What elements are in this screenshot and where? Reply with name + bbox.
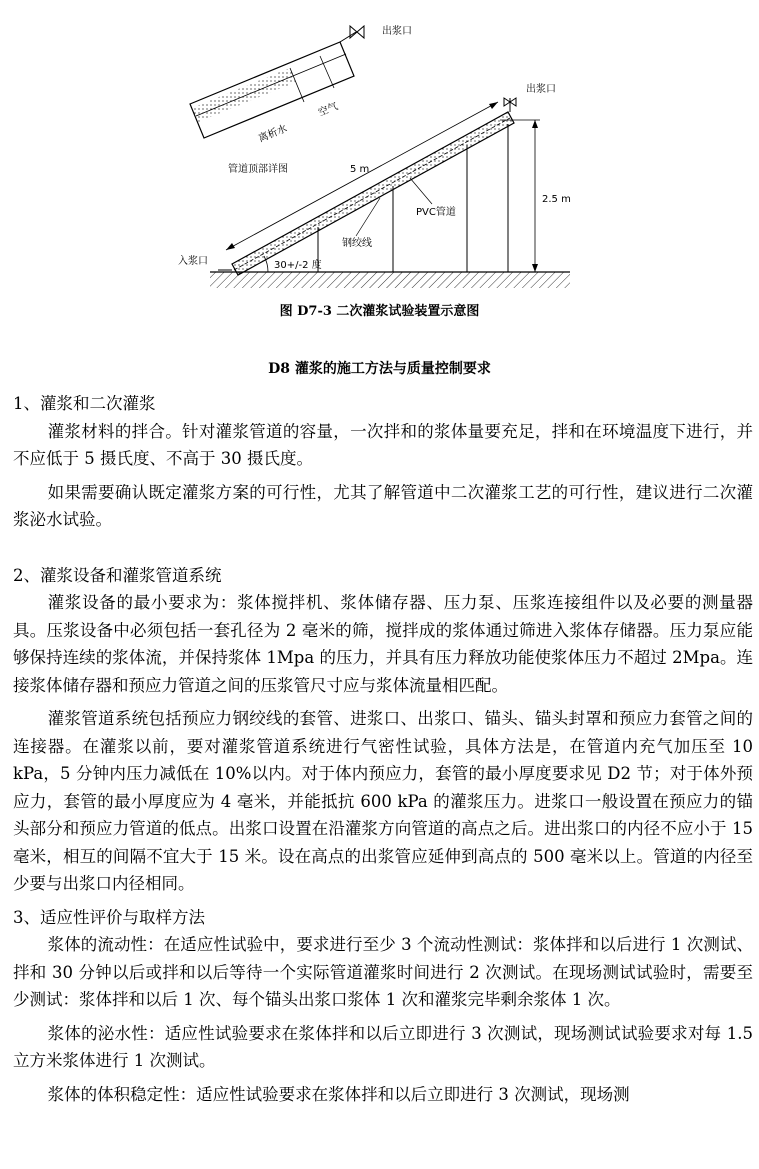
ground-hatch bbox=[210, 272, 570, 288]
figure-caption: 图 D7-3 二次灌浆试验装置示意图 bbox=[279, 304, 480, 319]
length-dimension bbox=[226, 102, 498, 250]
detail-label: 管道顶部详图 bbox=[228, 164, 288, 175]
length-label: 5 m bbox=[350, 164, 370, 175]
inlet-label: 入浆口 bbox=[178, 256, 208, 267]
outlet-right-label: 出浆口 bbox=[526, 84, 556, 95]
air-label: 空气 bbox=[317, 101, 340, 119]
heading-3: 3、适应性评价与取样方法 bbox=[13, 907, 205, 927]
paragraph: 浆体的体积稳定性：适应性试验要求在浆体拌和以后立即进行 3 次测试，现场测 bbox=[47, 1084, 630, 1104]
height-label: 2.5 m bbox=[542, 194, 571, 205]
outlet-valve-right bbox=[504, 98, 516, 112]
paragraph: 灌浆设备的最小要求为：浆体搅拌机、浆体储存器、压力泵、压浆连接组件以及必要的测量器具。压浆设备中必须包括一套孔径为 2 毫米的筛，搅拌成的浆体通过筛进入浆体存储器。压力泵应能够保持连续的浆体流，并保持浆体 1Mpa 的压力，并具有压力释放功能使浆体压力不超过 2Mpa。连接浆体储存器和预应力管道之间的压浆管尺寸应与浆体流量相匹配。 bbox=[13, 593, 753, 695]
paragraph: 浆体的流动性：在适应性试验中，要求进行至少 3 个流动性测试：浆体拌和以后进行 1 次测试、拌和 30 分钟以后或拌和以后等待一个实际管道灌浆时间进行 2 次测试。在现场测试试验时，需要至少测试：浆体拌和以后 1 次、每个锚头出浆口浆体 1 次和灌浆完毕剩余浆体 1 次。 bbox=[13, 935, 753, 1009]
bleed-water-label: 离析水 bbox=[257, 123, 289, 145]
angle-label: 30+/-2 度 bbox=[274, 260, 322, 271]
paragraph: 灌浆材料的拌合。针对灌浆管道的容量，一次拌和的浆体量要充足，拌和在环境温度下进行，并不应低于 5 摄氏度、不高于 30 摄氏度。 bbox=[13, 421, 753, 468]
section-title: D8 灌浆的施工方法与质量控制要求 bbox=[268, 361, 491, 377]
height-dimension bbox=[500, 120, 540, 272]
paragraph: 浆体的泌水性：适应性试验要求在浆体拌和以后立即进行 3 次测试，现场测试试验要求对每 1.5 立方米浆体进行 1 次测试。 bbox=[13, 1023, 753, 1070]
heading-1: 1、灌浆和二次灌浆 bbox=[13, 394, 156, 413]
pipe-top-detail bbox=[190, 26, 364, 138]
paragraph: 如果需要确认既定灌浆方案的可行性，尤其了解管道中二次灌浆工艺的可行性，建议进行二次灌浆泌水试验。 bbox=[13, 482, 753, 529]
strand-label: 钢绞线 bbox=[342, 238, 372, 249]
grouting-test-diagram bbox=[170, 12, 590, 302]
pvc-leader bbox=[410, 178, 432, 204]
pvc-label: PVC管道 bbox=[416, 207, 456, 218]
document-body bbox=[13, 390, 753, 1114]
outlet-top-label: 出浆口 bbox=[382, 26, 412, 37]
paragraph: 灌浆管道系统包括预应力钢绞线的套管、进浆口、出浆口、锚头、锚头封罩和预应力套管之间的连接器。在灌浆以前，要对灌浆管道系统进行气密性试验，具体方法是，在管道内充气加压至 10 kPa，5 分钟内压力减低在 10%以内。对于体内预应力，套管的最小厚度要求见 D2 节；对于体外预应力，套管的最小厚度应为 4 毫米，并能抵抗 600 kPa 的灌浆压力。进浆口一般设置在预应力的锚头部分和预应力管道的低点。出浆口设置在沿灌浆方向管道的高点之后。进出浆口的内径不应小于 15 毫米，相互的间隔不宜大于 15 米。设在高点的出浆管应延伸到高点的 500 毫米以上。管道的内径至少要与出浆口内径相同。 bbox=[13, 709, 753, 893]
heading-2: 2、灌浆设备和灌浆管道系统 bbox=[13, 565, 222, 585]
